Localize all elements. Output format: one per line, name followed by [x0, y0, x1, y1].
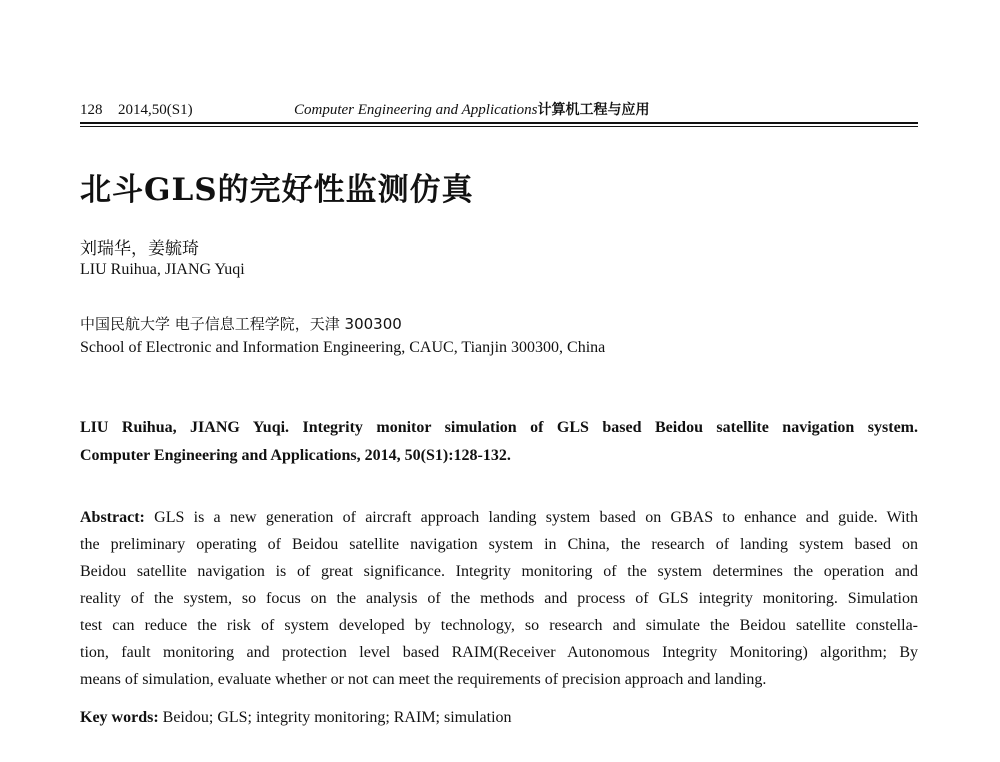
citation-line-2: Computer Engineering and Applications, 2014, 50(S1):128-132. [80, 447, 511, 464]
abstract-line-1 [80, 509, 918, 527]
keywords-label: Key words: [80, 709, 159, 726]
running-header [80, 99, 649, 119]
journal-name-cn: 计算机工程与应用 [537, 102, 650, 118]
keywords-text: Beidou; GLS; integrity monitoring; RAIM; simulation [162, 709, 512, 726]
paper-title: 北斗GLS的完好性监测仿真 [80, 172, 474, 208]
abstract-line-6: tion, fault monitoring and protection level based RAIM(Receiver Autonomous Integrity Monitoring) algorithm; By [80, 644, 918, 661]
abstract-line-2: the preliminary operating of Beidou satellite navigation system in China, the research of landing system based on [80, 536, 918, 553]
keywords [80, 709, 512, 727]
abstract-label: Abstract: [80, 509, 145, 526]
authors-cn: 刘瑞华，姜毓琦 [80, 239, 199, 259]
header-rule [80, 122, 918, 124]
citation-line-1: LIU Ruihua, JIANG Yuqi. Integrity monitor simulation of GLS based Beidou satellite navigation system. [80, 419, 918, 436]
affiliation-cn: 中国民航大学 电子信息工程学院，天津 300300 [80, 315, 402, 333]
affiliation-en: School of Electronic and Information Engineering, CAUC, Tianjin 300300, China [80, 339, 606, 356]
volume-issue: 2014,50(S1) [118, 102, 193, 118]
abstract-line-3: Beidou satellite navigation is of great significance. Integrity monitoring of the system determines the operation and [80, 563, 918, 580]
header-rule-thin [80, 126, 918, 127]
authors-en: LIU Ruihua, JIANG Yuqi [80, 261, 245, 278]
abstract-line-4: reality of the system, so focus on the analysis of the methods and process of GLS integrity monitoring. Simulation [80, 590, 918, 607]
abstract-text: GLS is a new generation of aircraft approach landing system based on GBAS to enhance and guide. With [154, 509, 918, 526]
page-number: 128 [80, 102, 103, 118]
abstract-line-5: test can reduce the risk of system developed by technology, so research and simulate the Beidou satellite constella- [80, 617, 918, 634]
abstract-line-7: means of simulation, evaluate whether or not can meet the requirements of precision approach and landing. [80, 671, 767, 688]
journal-name-en: Computer Engineering and Applications [294, 102, 538, 118]
